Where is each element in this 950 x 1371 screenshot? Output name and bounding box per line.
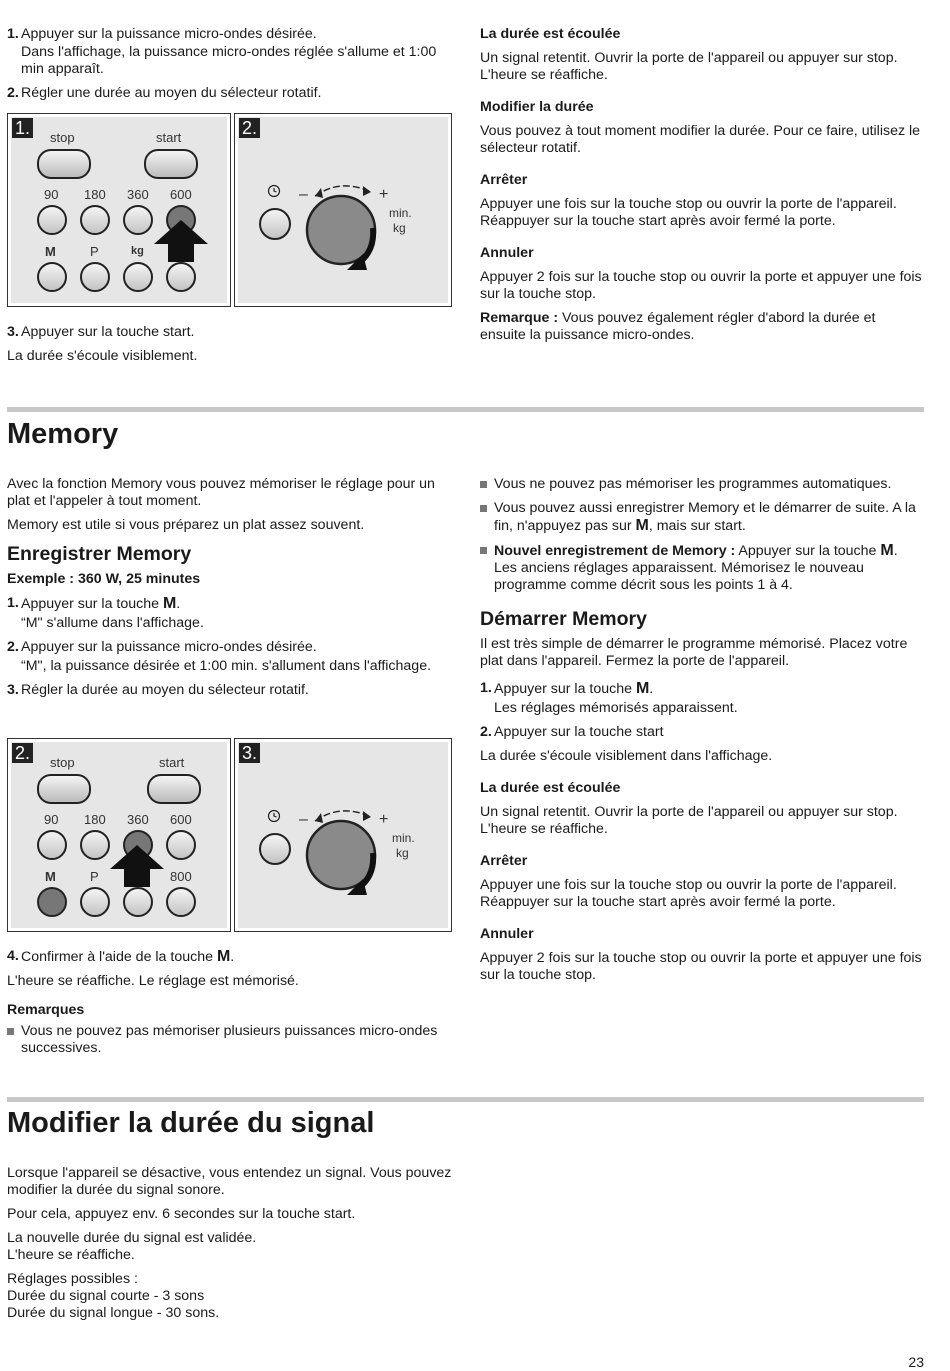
start-label: start (159, 755, 185, 770)
bullet-square-icon (480, 547, 487, 554)
stop-button[interactable] (37, 774, 91, 804)
note-item-2 (480, 500, 922, 535)
heading-annuler: Annuler (480, 245, 534, 261)
power-360-button[interactable] (123, 205, 153, 235)
step-text: Appuyer sur la puissance micro-ondes désirée. (21, 639, 317, 655)
power-600-button[interactable] (166, 830, 196, 860)
step-3 (7, 324, 452, 341)
step-number: 3. (7, 324, 19, 340)
step-sub: “M", la puissance désirée et 1:00 min. s'allument dans l'affichage. (21, 658, 432, 674)
top-left-column (7, 26, 452, 102)
power-90-label: 90 (44, 812, 59, 827)
heading-enregistrer-memory: Enregistrer Memory (7, 543, 192, 565)
section-rule (7, 1097, 924, 1102)
top-right-column (480, 26, 922, 344)
power-600-label: 600 (170, 187, 192, 202)
step-text: Régler une durée au moyen du sélecteur rotatif. (21, 85, 322, 101)
signal-p4b: Durée du signal courte - 3 sons (7, 1288, 205, 1304)
demarrer-after: La durée s'écoule visiblement dans l'affichage. (480, 748, 773, 764)
power-180-button[interactable] (80, 830, 110, 860)
min-unit: min. (392, 831, 415, 845)
step-text (21, 948, 452, 966)
minus-label: – (299, 186, 308, 203)
weight-button[interactable] (123, 887, 153, 917)
programme-button[interactable] (80, 262, 110, 292)
clock-button[interactable] (259, 833, 291, 865)
demarrer-step-2 (480, 724, 922, 741)
m-key-glyph: M (162, 595, 177, 612)
minus-label: – (299, 811, 308, 828)
m-key-glyph: M (216, 948, 231, 965)
power-800-button[interactable] (166, 887, 196, 917)
demarrer-intro: Il est très simple de démarrer le programme mémorisé. Placez votre plat dans l'appareil. Fermez la porte de l'appareil. (480, 636, 908, 669)
memory-title: Memory (7, 418, 119, 450)
memory-intro-2: Memory est utile si vous préparez un plat assez souvent. (7, 517, 365, 533)
after-step-4: L'heure se réaffiche. Le réglage est mémorisé. (7, 973, 299, 989)
note-item-1 (480, 476, 922, 493)
signal-p4c: Durée du signal longue - 30 sons. (7, 1305, 220, 1321)
extra-button[interactable] (166, 262, 196, 292)
note-text (494, 500, 922, 535)
panel-number: 2. (12, 743, 33, 763)
text-annuler: Appuyer 2 fois sur la touche stop ou ouvrir la porte et appuyer une fois sur la touche stop. (480, 269, 922, 302)
step-text: Régler la durée au moyen du sélecteur rotatif. (21, 682, 309, 698)
step-text-part: Appuyer sur la touche (21, 596, 163, 612)
start-button[interactable] (144, 149, 198, 179)
section-rule (7, 407, 924, 412)
text-duree-ecoulee: Un signal retentit. Ouvrir la porte de l'appareil ou appuyer sur stop. L'heure se réaffiche. (480, 50, 898, 83)
power-600-label: 600 (170, 812, 192, 827)
panel-number: 2. (239, 118, 260, 138)
step-number: 2. (7, 85, 19, 101)
power-180-label: 180 (84, 187, 106, 202)
clock-icon (267, 809, 281, 823)
power-180-label: 180 (84, 812, 106, 827)
remarque-text: Vous pouvez également régler d'abord la durée et ensuite la puissance micro-ondes. (480, 310, 876, 343)
power-180-button[interactable] (80, 205, 110, 235)
bullet-square-icon (480, 505, 487, 512)
press-arrow-icon (154, 220, 208, 262)
signal-p3b: L'heure se réaffiche. (7, 1247, 135, 1263)
step-text (494, 680, 922, 698)
top-left-after (7, 324, 452, 365)
weight-label: kg (131, 245, 144, 257)
signal-p4a: Réglages possibles : (7, 1271, 138, 1287)
heading-modifier-duree: Modifier la durée (480, 99, 594, 115)
programme-button[interactable] (80, 887, 110, 917)
power-800-label: 800 (170, 869, 192, 884)
panel-number: 3. (239, 743, 260, 763)
step-text: Appuyer sur la touche start (494, 724, 664, 740)
heading-duree-ecoulee: La durée est écoulée (480, 780, 621, 796)
memory-button[interactable] (37, 887, 67, 917)
remarque-label: Remarque : (480, 310, 559, 326)
kg-unit: kg (396, 846, 409, 860)
step-number: 1. (7, 595, 19, 611)
step-text-part: Appuyer sur la touche (494, 681, 636, 697)
note-bold: Nouvel enregistrement de Memory : (494, 543, 736, 559)
note-text-end: . Les anciens réglages apparaissent. Mémorisez le nouveau programme comme décrit sous les points 1 à 4. (494, 543, 898, 593)
clock-icon (267, 184, 281, 198)
demarrer-step-1 (480, 680, 922, 698)
step-number: 3. (7, 682, 19, 698)
m-key-glyph: M (635, 680, 650, 697)
text-annuler: Appuyer 2 fois sur la touche stop ou ouvrir la porte et appuyer une fois sur la touche stop. (480, 950, 922, 983)
step-number: 1. (480, 680, 492, 696)
m-key-glyph: M (635, 517, 649, 534)
note-text (494, 542, 922, 594)
step-number: 2. (480, 724, 492, 740)
note-text-end: , mais sur start. (648, 518, 746, 534)
note-text: Vous ne pouvez pas mémoriser les programmes automatiques. (494, 476, 892, 492)
signal-p1: Lorsque l'appareil se désactive, vous entendez un signal. Vous pouvez modifier la durée du signal sonore. (7, 1165, 452, 1198)
note-item-3 (480, 542, 922, 594)
text-modifier-duree: Vous pouvez à tout moment modifier la durée. Pour ce faire, utilisez le sélecteur rotatif. (480, 123, 921, 156)
kg-unit: kg (393, 221, 406, 235)
stop-label: stop (50, 755, 75, 770)
step-text-part: Confirmer à l'aide de la touche (21, 949, 217, 965)
press-arrow-icon (110, 845, 164, 887)
step-text: Appuyer sur la touche start. (21, 324, 195, 340)
control-panel-memory-1 (7, 738, 231, 932)
heading-arreter: Arrêter (480, 853, 528, 869)
exemple: Exemple : 360 W, 25 minutes (7, 571, 201, 587)
signal-p3a: La nouvelle durée du signal est validée. (7, 1230, 257, 1246)
stop-label: stop (50, 130, 75, 145)
text-arreter: Appuyer une fois sur la touche stop ou ouvrir la porte de l'appareil. Réappuyer sur la touche start après avoir fermé la porte. (480, 877, 897, 910)
panel-number: 1. (12, 118, 33, 138)
step-text-end: . (230, 949, 235, 965)
power-360-label: 360 (127, 812, 149, 827)
weight-button[interactable] (123, 262, 153, 292)
signal-column (7, 1165, 457, 1322)
stop-button[interactable] (37, 149, 91, 179)
step-sub: Les réglages mémorisés apparaissent. (494, 700, 738, 716)
signal-p2: Pour cela, appuyez env. 6 secondes sur la touche start. (7, 1206, 356, 1222)
start-label: start (156, 130, 182, 145)
step-sub: Dans l'affichage, la puissance micro-ondes réglée s'allume et 1:00 min apparaît. (21, 44, 437, 77)
note-text-part: Appuyer sur la touche (735, 543, 881, 559)
rotary-selector[interactable] (301, 803, 385, 899)
programme-label: P (90, 244, 99, 259)
heading-annuler: Annuler (480, 926, 534, 942)
plus-label: + (379, 811, 389, 828)
heading-remarques: Remarques (7, 1002, 85, 1018)
clock-button[interactable] (259, 208, 291, 240)
plus-label: + (379, 186, 389, 203)
memory-intro-1: Avec la fonction Memory vous pouvez mémoriser le réglage pour un plat et l'appeler à tout moment. (7, 476, 435, 509)
memory-step-1 (7, 595, 452, 613)
heading-duree-ecoulee: La durée est écoulée (480, 26, 621, 42)
step-text-end: . (649, 681, 654, 697)
memory-right-column (480, 476, 922, 984)
power-90-label: 90 (44, 187, 59, 202)
note-text-part: Vous pouvez aussi enregistrer Memory et le démarrer de suite. A la fin, n'appuyez pas sur (494, 500, 916, 534)
min-unit: min. (389, 206, 412, 220)
memory-label: M (45, 244, 56, 259)
memory-label: M (45, 869, 56, 884)
programme-label: P (90, 869, 99, 884)
memory-step-2 (7, 639, 452, 656)
memory-button[interactable] (37, 262, 67, 292)
memory-left-column (7, 476, 452, 699)
text-duree-ecoulee: Un signal retentit. Ouvrir la porte de l'appareil ou appuyer sur stop. L'heure se réaffiche. (480, 804, 898, 837)
step-1 (7, 26, 452, 43)
heading-demarrer-memory: Démarrer Memory (480, 608, 647, 630)
control-panel-1 (7, 113, 231, 307)
control-panel-2 (234, 113, 452, 307)
step-text-end: . (176, 596, 181, 612)
control-panel-memory-2 (234, 738, 452, 932)
bullet-square-icon (480, 481, 487, 488)
step-sub: “M" s'allume dans l'affichage. (21, 615, 204, 631)
step-number: 4. (7, 948, 19, 964)
memory-left-after (7, 948, 452, 1057)
step-text (21, 595, 452, 613)
power-360-label: 360 (127, 187, 149, 202)
rotary-selector[interactable] (301, 178, 385, 274)
remark-item (7, 1023, 452, 1057)
power-90-button[interactable] (37, 205, 67, 235)
page-number: 23 (908, 1354, 924, 1370)
signal-title: Modifier la durée du signal (7, 1107, 375, 1139)
step-text: Appuyer sur la puissance micro-ondes désirée. (21, 26, 317, 42)
heading-arreter: Arrêter (480, 172, 528, 188)
remarque (480, 310, 922, 344)
memory-step-4 (7, 948, 452, 966)
start-button[interactable] (147, 774, 201, 804)
m-key-glyph: M (880, 542, 894, 559)
after-text: La durée s'écoule visiblement. (7, 348, 198, 364)
memory-step-3 (7, 682, 452, 699)
power-90-button[interactable] (37, 830, 67, 860)
bullet-square-icon (7, 1028, 14, 1035)
text-arreter: Appuyer une fois sur la touche stop ou ouvrir la porte de l'appareil. Réappuyer sur la touche start après avoir fermé la porte. (480, 196, 897, 229)
step-2 (7, 85, 452, 102)
step-number: 1. (7, 26, 19, 42)
step-number: 2. (7, 639, 19, 655)
remark-text: Vous ne pouvez pas mémoriser plusieurs puissances micro-ondes successives. (21, 1023, 438, 1056)
